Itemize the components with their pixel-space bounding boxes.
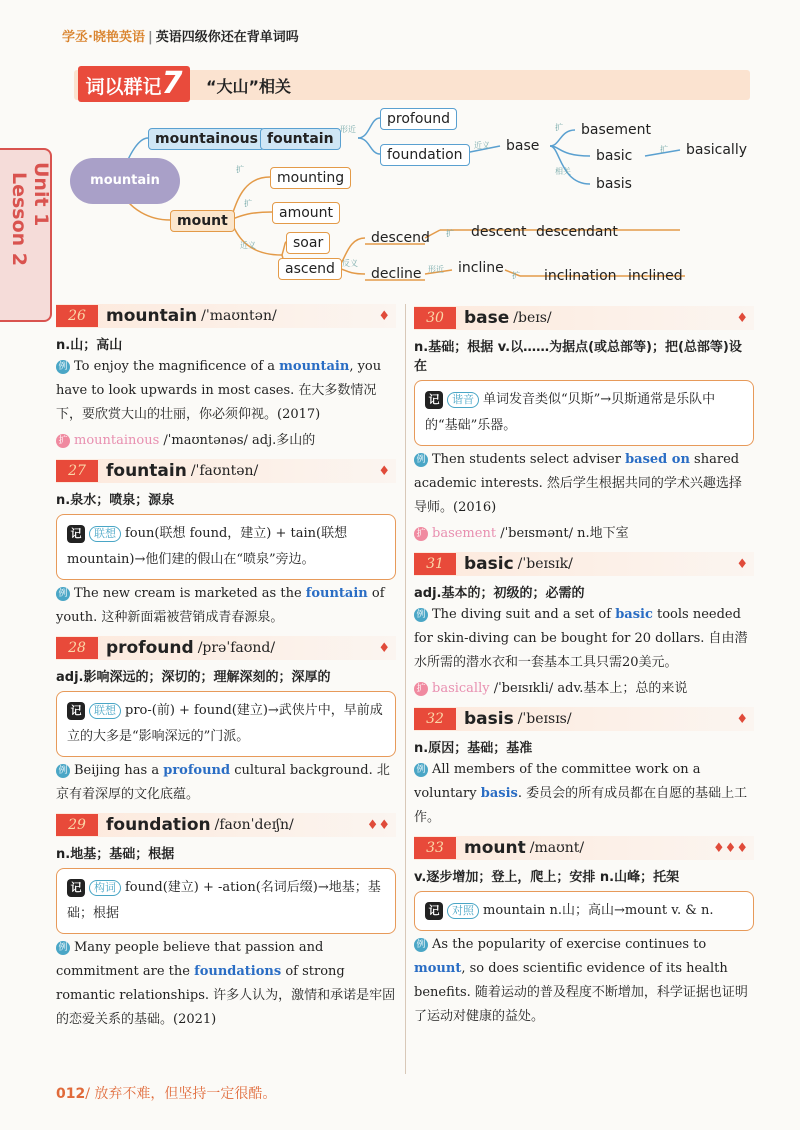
entry-definition: v.逐步增加；登上，爬上；安排 n.山峰；托架: [414, 870, 680, 885]
example-icon: 例: [56, 587, 70, 601]
entry-definition: n.原因；基础；基准: [414, 741, 533, 756]
example-post: , so does scientific evidence of its health benefits. 随着运动的普及程度不断增加，科学证据也证明了运动对健康的益处。: [414, 961, 748, 1024]
section-badge: [78, 66, 190, 102]
entry-header: [414, 306, 754, 330]
entry-word: mount: [464, 838, 526, 858]
node-descent: descent: [471, 224, 527, 240]
entry-ipa: /faʊnˈdeɪʃn/: [214, 817, 294, 833]
example-post: shared academic interests. 然后学生根据共同的学术兴趣选择导师。(2016): [414, 452, 742, 515]
extension-word: [56, 429, 396, 453]
footer-motto: 放弃不难，但坚持一定很酷。: [94, 1086, 277, 1102]
memory-tag: 构词: [89, 880, 121, 896]
entry-ipa: /prəˈfaʊnd/: [197, 640, 276, 656]
memory-tag: 联想: [89, 526, 121, 542]
frequency-flame-icon: ♦: [736, 556, 748, 572]
entry-number: 31: [414, 553, 456, 575]
node-descend: descend: [371, 230, 430, 246]
node-basic: basic: [596, 148, 633, 164]
entry-ipa: /ˈmaʊntən/: [201, 308, 277, 324]
section-label: 词以群记: [85, 76, 162, 98]
lesson-label: Lesson 2: [8, 172, 30, 267]
entry-number: 30: [414, 307, 456, 329]
section-title: “大山”相关: [206, 77, 292, 96]
label-jinyi: 近义: [474, 141, 490, 150]
memory-tip: [56, 691, 396, 757]
label-kuo-6: 扩: [512, 271, 520, 280]
node-inclined: inclined: [628, 268, 683, 284]
page-number: 012: [56, 1086, 86, 1102]
right-column: [414, 300, 754, 1029]
brand: 学丞·晓艳英语: [62, 30, 145, 45]
node-amount: amount: [272, 202, 340, 224]
label-jinyi-2: 近义: [240, 241, 256, 250]
example-icon: 例: [414, 763, 428, 777]
entry-word: basis: [464, 709, 514, 729]
example-highlight: mount: [414, 961, 462, 976]
side-tab: [0, 148, 52, 322]
node-incline: incline: [458, 260, 504, 276]
entry-ipa: /ˈbeɪsɪk/: [517, 556, 573, 572]
frequency-flame-icon: ♦: [378, 308, 390, 324]
entry-header: [414, 836, 754, 860]
node-descendant: descendant: [536, 224, 618, 240]
mindmap: [60, 100, 760, 300]
extension-rest: /ˈmaʊntənəs/ adj.多山的: [159, 433, 316, 448]
extension-icon: 扩: [414, 527, 428, 541]
unit-label: Unit 1: [30, 162, 52, 227]
example-icon: 例: [414, 938, 428, 952]
example-pre: The diving suit and a set of: [432, 607, 616, 622]
example-pre: Then students select adviser: [432, 452, 626, 467]
entry-header: [56, 813, 396, 837]
example-icon: 例: [414, 453, 428, 467]
memory-text: foun(联想 found，建立) + tain(联想 mountain)→他们建的假山在“喷泉”旁边。: [67, 526, 348, 567]
entry-word: foundation: [106, 815, 211, 835]
example-sentence: [56, 355, 396, 427]
example-post: cultural background. 北京有着深厚的文化底蕴。: [56, 763, 390, 802]
entry-word: profound: [106, 638, 194, 658]
entry-definition: adj.影响深远的；深切的；理解深刻的；深厚的: [56, 670, 331, 685]
example-post: , you have to look upwards in most cases. 在大多数情况下，要欣赏大山的壮丽，你必须仰视。(2017): [56, 359, 382, 422]
entry-number: 33: [414, 837, 456, 859]
entry-ipa: /ˈfaʊntən/: [190, 463, 259, 479]
memory-icon: 记: [67, 702, 85, 720]
node-fountain: fountain: [260, 128, 341, 150]
entry-definition: n.山；高山: [56, 338, 123, 353]
entry-header: [56, 304, 396, 328]
entry-header: [56, 636, 396, 660]
page-footer: [56, 1083, 276, 1103]
example-post: tools needed for skin-diving can be bought for 20 dollars. 自由潜水所需的潜水衣和一套基本工具只需20美元。: [414, 607, 748, 670]
label-fanyi: 反义: [342, 259, 358, 268]
footer-separator: /: [85, 1086, 90, 1102]
example-sentence: [56, 936, 396, 1032]
example-highlight: based on: [625, 452, 690, 467]
memory-text: mountain n.山；高山→mount v. & n.: [483, 903, 714, 918]
memory-icon: 记: [67, 879, 85, 897]
memory-icon: 记: [425, 902, 443, 920]
label-xingjin: 形近: [340, 125, 356, 134]
entry-ipa: /beɪs/: [513, 310, 552, 326]
node-basis: basis: [596, 176, 632, 192]
entry-ipa: /maʊnt/: [529, 840, 585, 856]
memory-tag: 对照: [447, 903, 479, 919]
node-basically: basically: [686, 142, 747, 158]
node-basement: basement: [581, 122, 651, 138]
label-kuo-4: 扩: [244, 199, 252, 208]
page-header: [62, 26, 299, 45]
example-sentence: [56, 759, 396, 807]
entry-definition: n.基础；根据 v.以……为据点(或总部等)；把(总部等)设在: [414, 340, 742, 374]
node-base: base: [506, 138, 540, 154]
example-pre: Beijing has a: [74, 763, 164, 778]
extension-headword: mountainous: [74, 433, 160, 448]
left-column: [56, 298, 396, 1032]
example-pre: All members of the committee work on a voluntary: [414, 762, 701, 801]
node-soar: soar: [286, 232, 330, 254]
entry-number: 28: [56, 637, 98, 659]
entry-number: 26: [56, 305, 98, 327]
example-highlight: fountain: [305, 586, 368, 601]
example-sentence: [414, 603, 754, 675]
example-highlight: mountain: [279, 359, 350, 374]
example-post: . 委员会的所有成员都在自愿的基础上工作。: [414, 786, 748, 825]
memory-icon: 记: [67, 525, 85, 543]
extension-headword: basically: [432, 681, 490, 696]
example-sentence: [414, 758, 754, 830]
entry-definition: adj.基本的；初级的；必需的: [414, 586, 585, 601]
label-kuo-1: 扩: [555, 123, 563, 132]
entry-number: 32: [414, 708, 456, 730]
entry-number: 27: [56, 460, 98, 482]
label-kuo-3: 扩: [236, 165, 244, 174]
extension-word: [414, 522, 754, 546]
column-divider: [405, 304, 406, 1074]
frequency-flame-icon: ♦♦♦: [713, 840, 748, 856]
entry-number: 29: [56, 814, 98, 836]
entry-ipa: /ˈbeɪsɪs/: [517, 711, 572, 727]
memory-text: pro-(前) + found(建立)→武侠片中，早前成立的大多是“影响深远的”门派。: [67, 703, 383, 744]
example-sentence: [414, 448, 754, 520]
example-highlight: profound: [163, 763, 231, 778]
entry-header: [414, 552, 754, 576]
example-icon: 例: [56, 360, 70, 374]
example-icon: 例: [414, 608, 428, 622]
memory-tip: [56, 514, 396, 580]
extension-rest: /ˈbeɪsmənt/ n.地下室: [496, 526, 629, 541]
frequency-flame-icon: ♦: [378, 640, 390, 656]
entry-definition: n.地基；基础；根据: [56, 847, 175, 862]
section-number: 7: [161, 66, 183, 101]
entry-definition: n.泉水；喷泉；源泉: [56, 493, 175, 508]
example-icon: 例: [56, 764, 70, 778]
node-foundation: foundation: [380, 144, 470, 166]
entry-header: [56, 459, 396, 483]
memory-tag: 谐音: [447, 392, 479, 408]
entry-word: base: [464, 308, 510, 328]
extension-icon: 扩: [56, 434, 70, 448]
entry-word: mountain: [106, 306, 198, 326]
entry-header: [414, 707, 754, 731]
example-sentence: [56, 582, 396, 630]
node-inclination: inclination: [544, 268, 617, 284]
extension-headword: basement: [432, 526, 497, 541]
node-mount: mount: [170, 210, 235, 232]
entry-word: basic: [464, 554, 514, 574]
example-post: of youth. 这种新面霜被营销成青春源泉。: [56, 586, 385, 625]
label-xingjin-2: 形近: [428, 265, 444, 274]
example-post: of strong romantic relationships. 许多人认为，激情和承诺是牢固的恋爱关系的基础。(2021): [56, 964, 396, 1027]
example-pre: To enjoy the magnificence of a: [74, 359, 280, 374]
book-title: 英语四级你还在背单词吗: [155, 30, 299, 45]
mindmap-center: mountain: [70, 158, 180, 204]
label-xiangguan: 相关: [555, 167, 571, 176]
memory-tip: [414, 380, 754, 446]
memory-icon: 记: [425, 391, 443, 409]
frequency-flame-icon: ♦: [378, 463, 390, 479]
example-pre: Many people believe that passion and commitment are the: [56, 940, 324, 979]
memory-tip: [414, 891, 754, 931]
memory-tip: [56, 868, 396, 934]
frequency-flame-icon: ♦♦: [366, 817, 390, 833]
example-pre: As the popularity of exercise continues to: [432, 937, 707, 952]
example-highlight: basic: [615, 607, 653, 622]
header-separator: |: [147, 30, 153, 45]
example-pre: The new cream is marketed as the: [74, 586, 306, 601]
frequency-flame-icon: ♦: [736, 711, 748, 727]
example-icon: 例: [56, 941, 70, 955]
memory-text: found(建立) + -ation(名词后缀)→地基；基础；根据: [67, 880, 381, 921]
example-highlight: foundations: [194, 964, 282, 979]
example-sentence: [414, 933, 754, 1029]
extension-icon: 扩: [414, 682, 428, 696]
memory-tag: 联想: [89, 703, 121, 719]
extension-rest: /ˈbeɪsɪkli/ adv.基本上；总的来说: [489, 681, 688, 696]
entry-word: fountain: [106, 461, 187, 481]
frequency-flame-icon: ♦: [736, 310, 748, 326]
node-mounting: mounting: [270, 167, 351, 189]
example-highlight: basis: [480, 786, 518, 801]
node-ascend: ascend: [278, 258, 342, 280]
label-kuo-2: 扩: [660, 145, 668, 154]
extension-word: [414, 677, 754, 701]
node-profound: profound: [380, 108, 457, 130]
node-mountainous: mountainous: [148, 128, 265, 150]
label-kuo-5: 扩: [446, 229, 454, 238]
node-decline: decline: [371, 266, 422, 282]
memory-text: 单词发音类似“贝斯”→贝斯通常是乐队中的“基础”乐器。: [425, 392, 716, 433]
